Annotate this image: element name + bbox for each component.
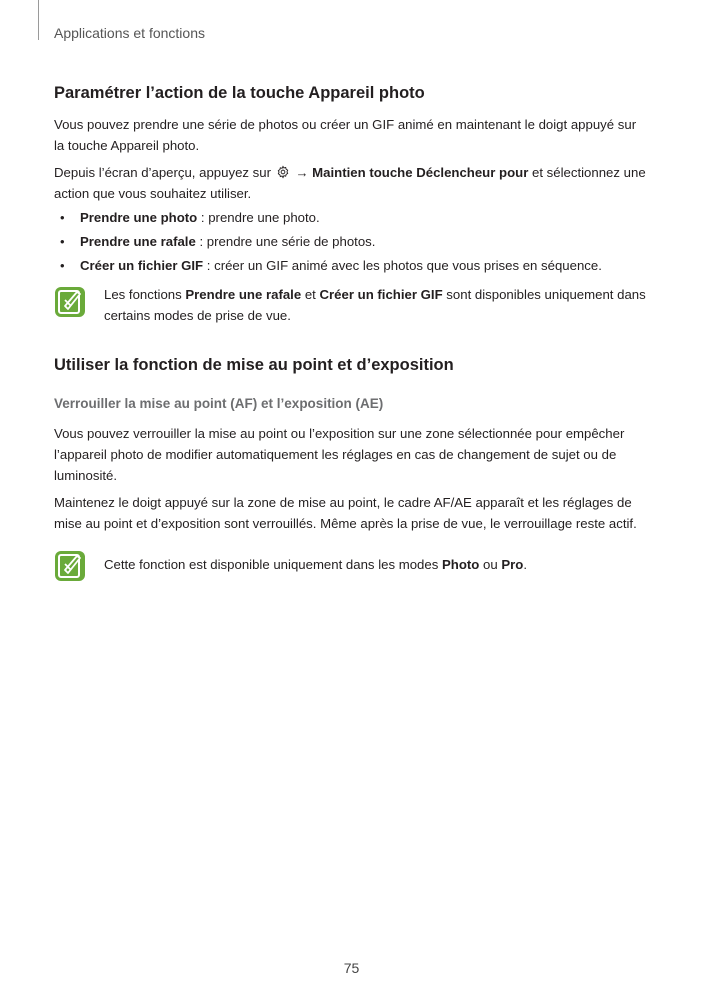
note-bold-1: Photo xyxy=(441,557,480,572)
note-mid: ou xyxy=(479,557,502,572)
note-mid: et xyxy=(301,287,320,302)
note-bold-2: Pro xyxy=(501,557,524,572)
bullet-dot: • xyxy=(60,234,65,249)
option-label: Prendre une rafale xyxy=(80,234,196,249)
af-ae-intro: Vous pouvez verrouiller la mise au point ou l’exposition sur une zone sélectionnée pour empêcher l’appareil photo de modifier automatiquement les réglages en cas de changement de sujet ou de luminosité. xyxy=(54,426,625,483)
page-number: 75 xyxy=(343,960,360,976)
instructions-post: et sélectionnez une action que vous souhaitez utiliser. xyxy=(54,165,646,201)
note-pencil-icon xyxy=(54,550,86,582)
list-item xyxy=(54,254,648,278)
note-box xyxy=(54,548,648,575)
list-item xyxy=(54,206,648,230)
section-title-focus-exposure: Utiliser la fonction de mise au point et d’exposition xyxy=(54,356,454,374)
note-bold-1: Prendre une rafale xyxy=(185,287,302,302)
subsection-title-af-ae-lock: Verrouiller la mise au point (AF) et l’exposition (AE) xyxy=(54,396,384,411)
option-label: Prendre une photo xyxy=(80,210,198,225)
note-pencil-icon xyxy=(54,286,86,318)
page-content xyxy=(54,82,648,575)
instructions-pre: Depuis l’écran d’aperçu, appuyez sur xyxy=(54,165,275,180)
option-desc: : prendre une photo. xyxy=(197,210,320,225)
note-post: . xyxy=(523,557,527,572)
camera-key-options-list xyxy=(54,206,648,278)
camera-key-instructions xyxy=(54,162,648,204)
option-desc: : prendre une série de photos. xyxy=(195,234,376,249)
header-rule xyxy=(38,0,39,40)
note-post: sont disponibles uniquement dans certains modes de prise de vue. xyxy=(104,287,646,323)
note-pre: Les fonctions xyxy=(104,287,186,302)
list-item xyxy=(54,230,648,254)
option-desc: : créer un GIF animé avec les photos que vous prises en séquence. xyxy=(203,258,602,273)
header-title: Applications et fonctions xyxy=(54,25,205,41)
section-title-camera-key: Paramétrer l’action de la touche Appareil photo xyxy=(54,84,425,102)
note-text xyxy=(104,548,648,575)
gear-icon xyxy=(276,165,290,179)
note-pre: Cette fonction est disponible uniquement dans les modes xyxy=(104,557,442,572)
af-ae-instructions: Maintenez le doigt appuyé sur la zone de mise au point, le cadre AF/AE apparaît et les réglages de mise au point et d’exposition sont verrouillés. Même après la prise de vue, le verrouillage reste actif. xyxy=(54,495,637,531)
note-box xyxy=(54,284,648,326)
note-bold-2: Créer un fichier GIF xyxy=(319,287,443,302)
note-text xyxy=(104,284,648,326)
camera-key-intro: Vous pouvez prendre une série de photos ou créer un GIF animé en maintenant le doigt appuyé sur la touche Appareil photo. xyxy=(54,117,637,153)
bullet-dot: • xyxy=(60,210,65,225)
bullet-dot: • xyxy=(60,258,65,273)
arrow-separator: → xyxy=(291,165,313,180)
menu-path-label: Maintien touche Déclencheur pour xyxy=(312,165,529,180)
option-label: Créer un fichier GIF xyxy=(80,258,204,273)
